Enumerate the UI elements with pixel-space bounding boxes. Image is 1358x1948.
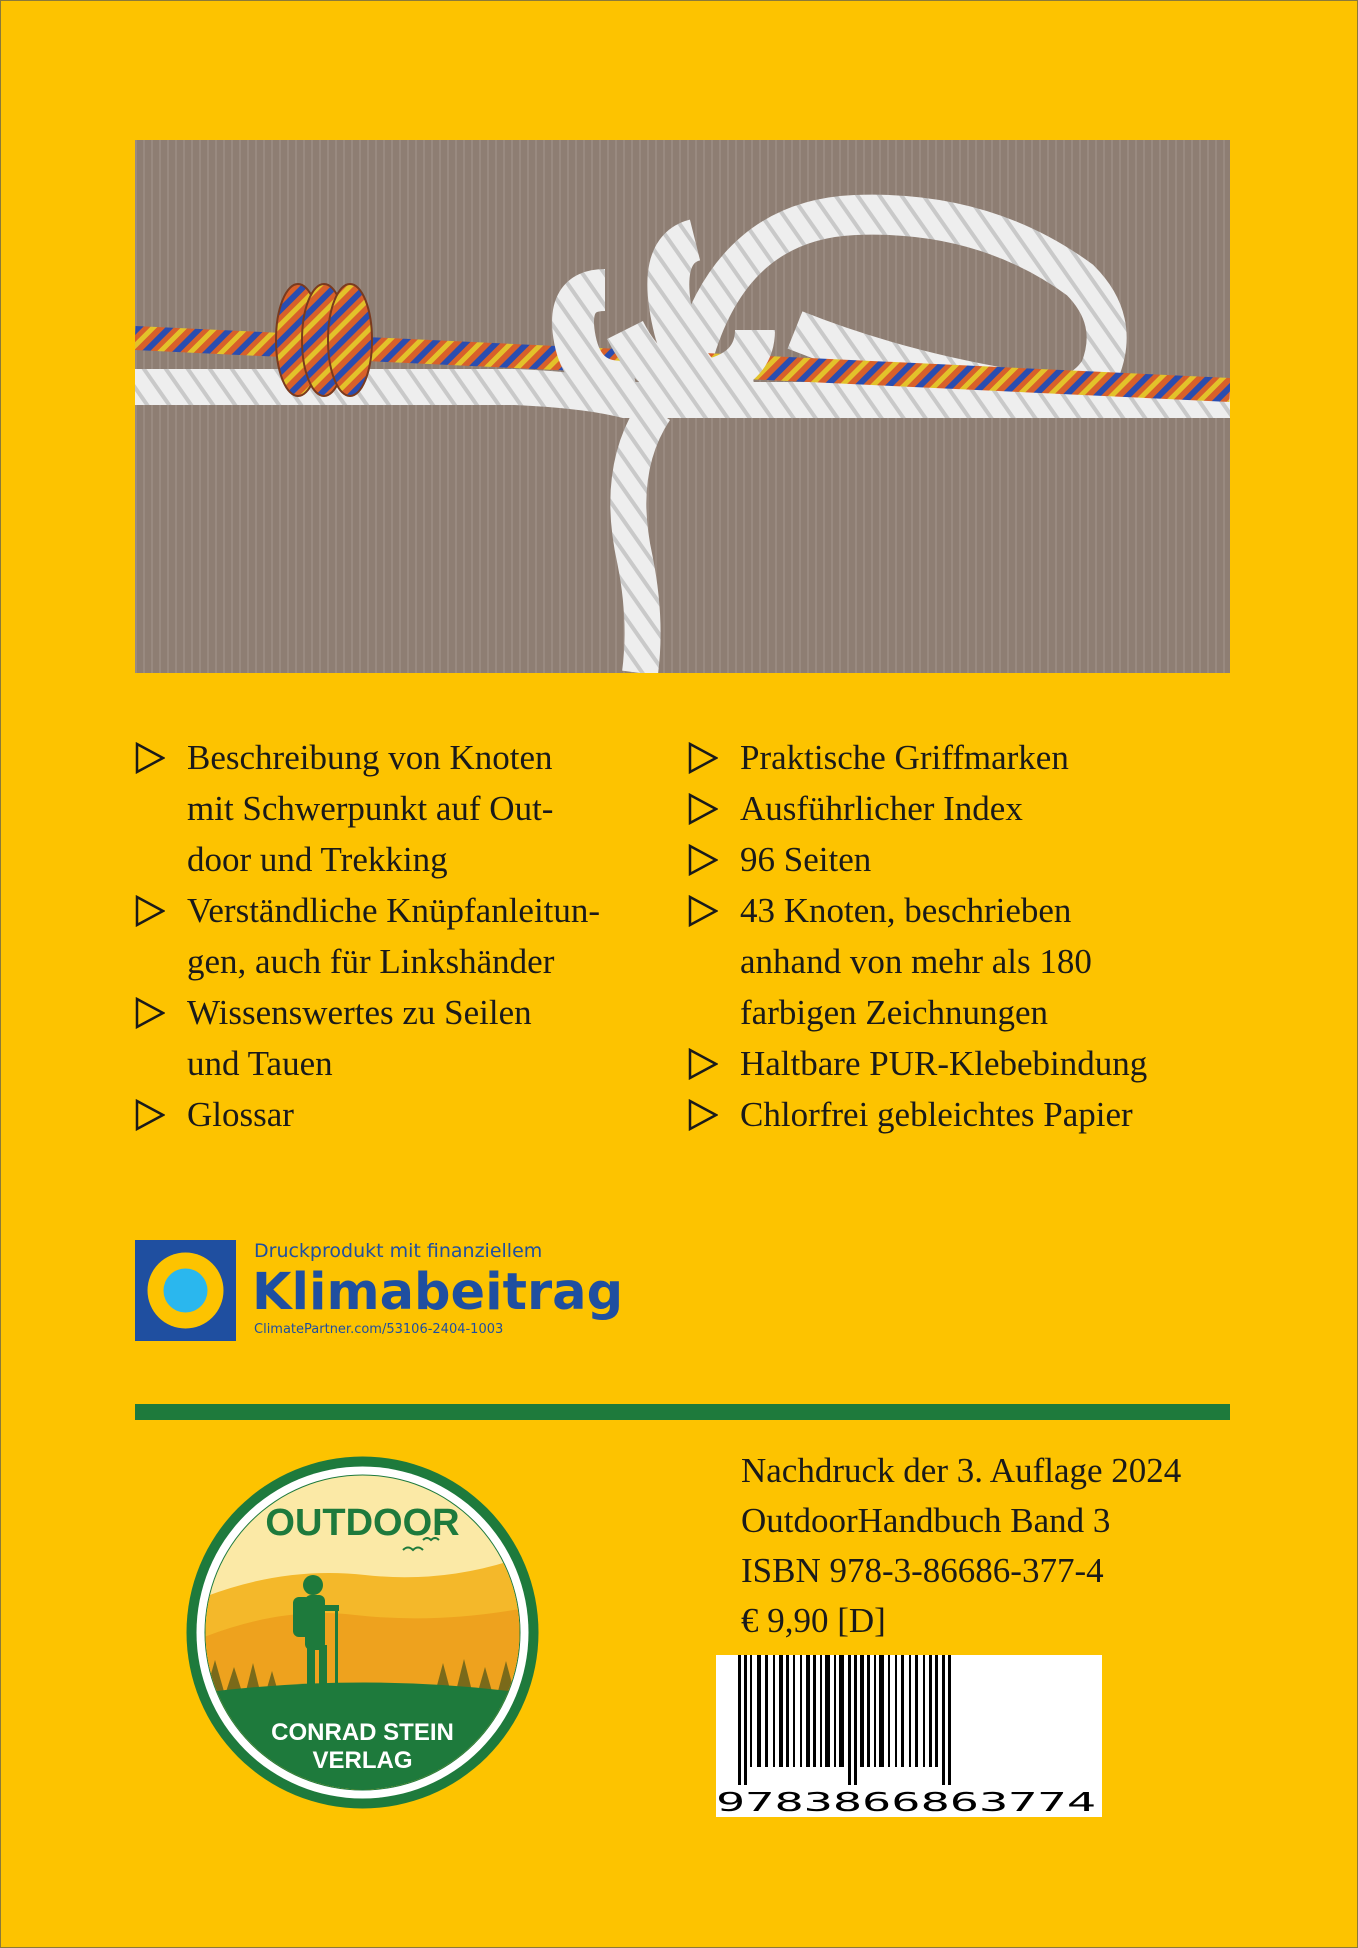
barcode-bar	[867, 1655, 870, 1767]
feature-item	[135, 987, 655, 1089]
features-left	[135, 732, 655, 1140]
barcode-bar	[825, 1655, 830, 1767]
feature-line: Chlorfrei gebleichtes Papier	[740, 1095, 1133, 1134]
barcode-bar	[793, 1655, 795, 1767]
feature-line: farbigen Zeichnungen	[740, 993, 1049, 1032]
triangle-outline-right-icon	[688, 742, 718, 774]
barcode-bar	[874, 1655, 876, 1767]
outdoor-badge-logo	[185, 1455, 540, 1810]
price-text: € 9,90 [D]	[741, 1601, 886, 1640]
barcode-bar	[786, 1655, 789, 1767]
climate-title: Klimabeitrag	[252, 1263, 624, 1322]
feature-line: Praktische Griffmarken	[740, 738, 1069, 777]
triangle-outline-right-icon	[688, 793, 718, 825]
barcode-bar	[820, 1655, 822, 1767]
triangle-outline-right-icon	[135, 1099, 165, 1131]
feature-line: Beschreibung von Knoten	[187, 738, 553, 777]
feature-item	[688, 834, 1248, 885]
triangle-outline-right-icon	[688, 844, 718, 876]
barcode-bar	[834, 1655, 836, 1767]
barcode-bar	[773, 1655, 775, 1767]
green-divider	[135, 1404, 1230, 1420]
edition-text: Nachdruck der 3. Auflage 2024	[741, 1451, 1182, 1490]
barcode-bar	[848, 1655, 851, 1785]
climate-partner-logo	[135, 1240, 695, 1342]
triangle-outline-right-icon	[688, 1048, 718, 1080]
feature-line: Haltbare PUR-Klebebindung	[740, 1044, 1148, 1083]
feature-line: Verständliche Knüpfanleitun-	[187, 891, 601, 930]
feature-line: Wissenswertes zu Seilen	[187, 993, 532, 1032]
barcode-bar	[806, 1655, 810, 1767]
features-right	[688, 732, 1248, 1140]
barcode-digits: 9783866863774	[716, 1788, 1096, 1817]
knots-photo	[135, 140, 1230, 673]
feature-line: anhand von mehr als 180	[740, 942, 1092, 981]
feature-item	[688, 783, 1248, 834]
feature-line: door und Trekking	[187, 840, 448, 879]
barcode-bar	[895, 1655, 897, 1767]
barcode-bar	[879, 1655, 884, 1767]
feature-line: Glossar	[187, 1095, 294, 1134]
feature-line: 96 Seiten	[740, 840, 872, 879]
triangle-outline-right-icon	[135, 742, 165, 774]
book-info	[741, 1446, 1181, 1646]
barcode-bar	[738, 1655, 741, 1785]
barcode	[716, 1655, 1102, 1817]
feature-line: Ausführlicher Index	[740, 789, 1023, 828]
barcode-bar	[948, 1655, 951, 1785]
feature-item	[688, 1089, 1248, 1140]
isbn-text: ISBN 978-3-86686-377-4	[741, 1551, 1104, 1590]
barcode-bar	[909, 1655, 911, 1767]
barcode-bar	[915, 1655, 918, 1767]
barcode-bar	[860, 1655, 864, 1767]
barcode-bar	[935, 1655, 938, 1767]
barcode-bar	[839, 1655, 844, 1767]
feature-line: gen, auch für Linkshänder	[187, 942, 555, 981]
feature-item	[688, 1038, 1248, 1089]
triangle-outline-right-icon	[688, 895, 718, 927]
feature-line: mit Schwerpunkt auf Out-	[187, 789, 554, 828]
feature-item	[135, 885, 655, 987]
triangle-outline-right-icon	[135, 997, 165, 1029]
climate-partner-icon	[135, 1240, 236, 1341]
barcode-bar	[942, 1655, 945, 1785]
feature-item	[135, 732, 655, 885]
barcode-bar	[813, 1655, 816, 1767]
barcode-bar	[923, 1655, 925, 1767]
barcode-bar	[854, 1655, 857, 1785]
badge-publisher-line-2: VERLAG	[312, 1747, 413, 1774]
barcode-bar	[765, 1655, 768, 1767]
barcode-bar	[888, 1655, 890, 1767]
barcode-bar	[750, 1655, 752, 1767]
climate-caption: Druckprodukt mit finanziellem	[254, 1240, 543, 1262]
climate-url: ClimatePartner.com/53106-2404-1003	[254, 1322, 504, 1337]
feature-line: und Tauen	[187, 1044, 333, 1083]
feature-item	[135, 1089, 655, 1140]
badge-top-text: OUTDOOR	[265, 1502, 460, 1544]
barcode-bar	[929, 1655, 932, 1767]
feature-item	[688, 732, 1248, 783]
badge-publisher-line-1: CONRAD STEIN	[271, 1719, 454, 1746]
triangle-outline-right-icon	[688, 1099, 718, 1131]
feature-line: 43 Knoten, beschrieben	[740, 891, 1072, 930]
triangle-outline-right-icon	[135, 895, 165, 927]
barcode-bar	[757, 1655, 761, 1767]
feature-item	[688, 885, 1248, 1038]
barcode-bar	[779, 1655, 783, 1767]
barcode-bar	[744, 1655, 747, 1785]
series-text: OutdoorHandbuch Band 3	[741, 1501, 1111, 1540]
barcode-bar	[901, 1655, 904, 1767]
barcode-bar	[800, 1655, 802, 1767]
